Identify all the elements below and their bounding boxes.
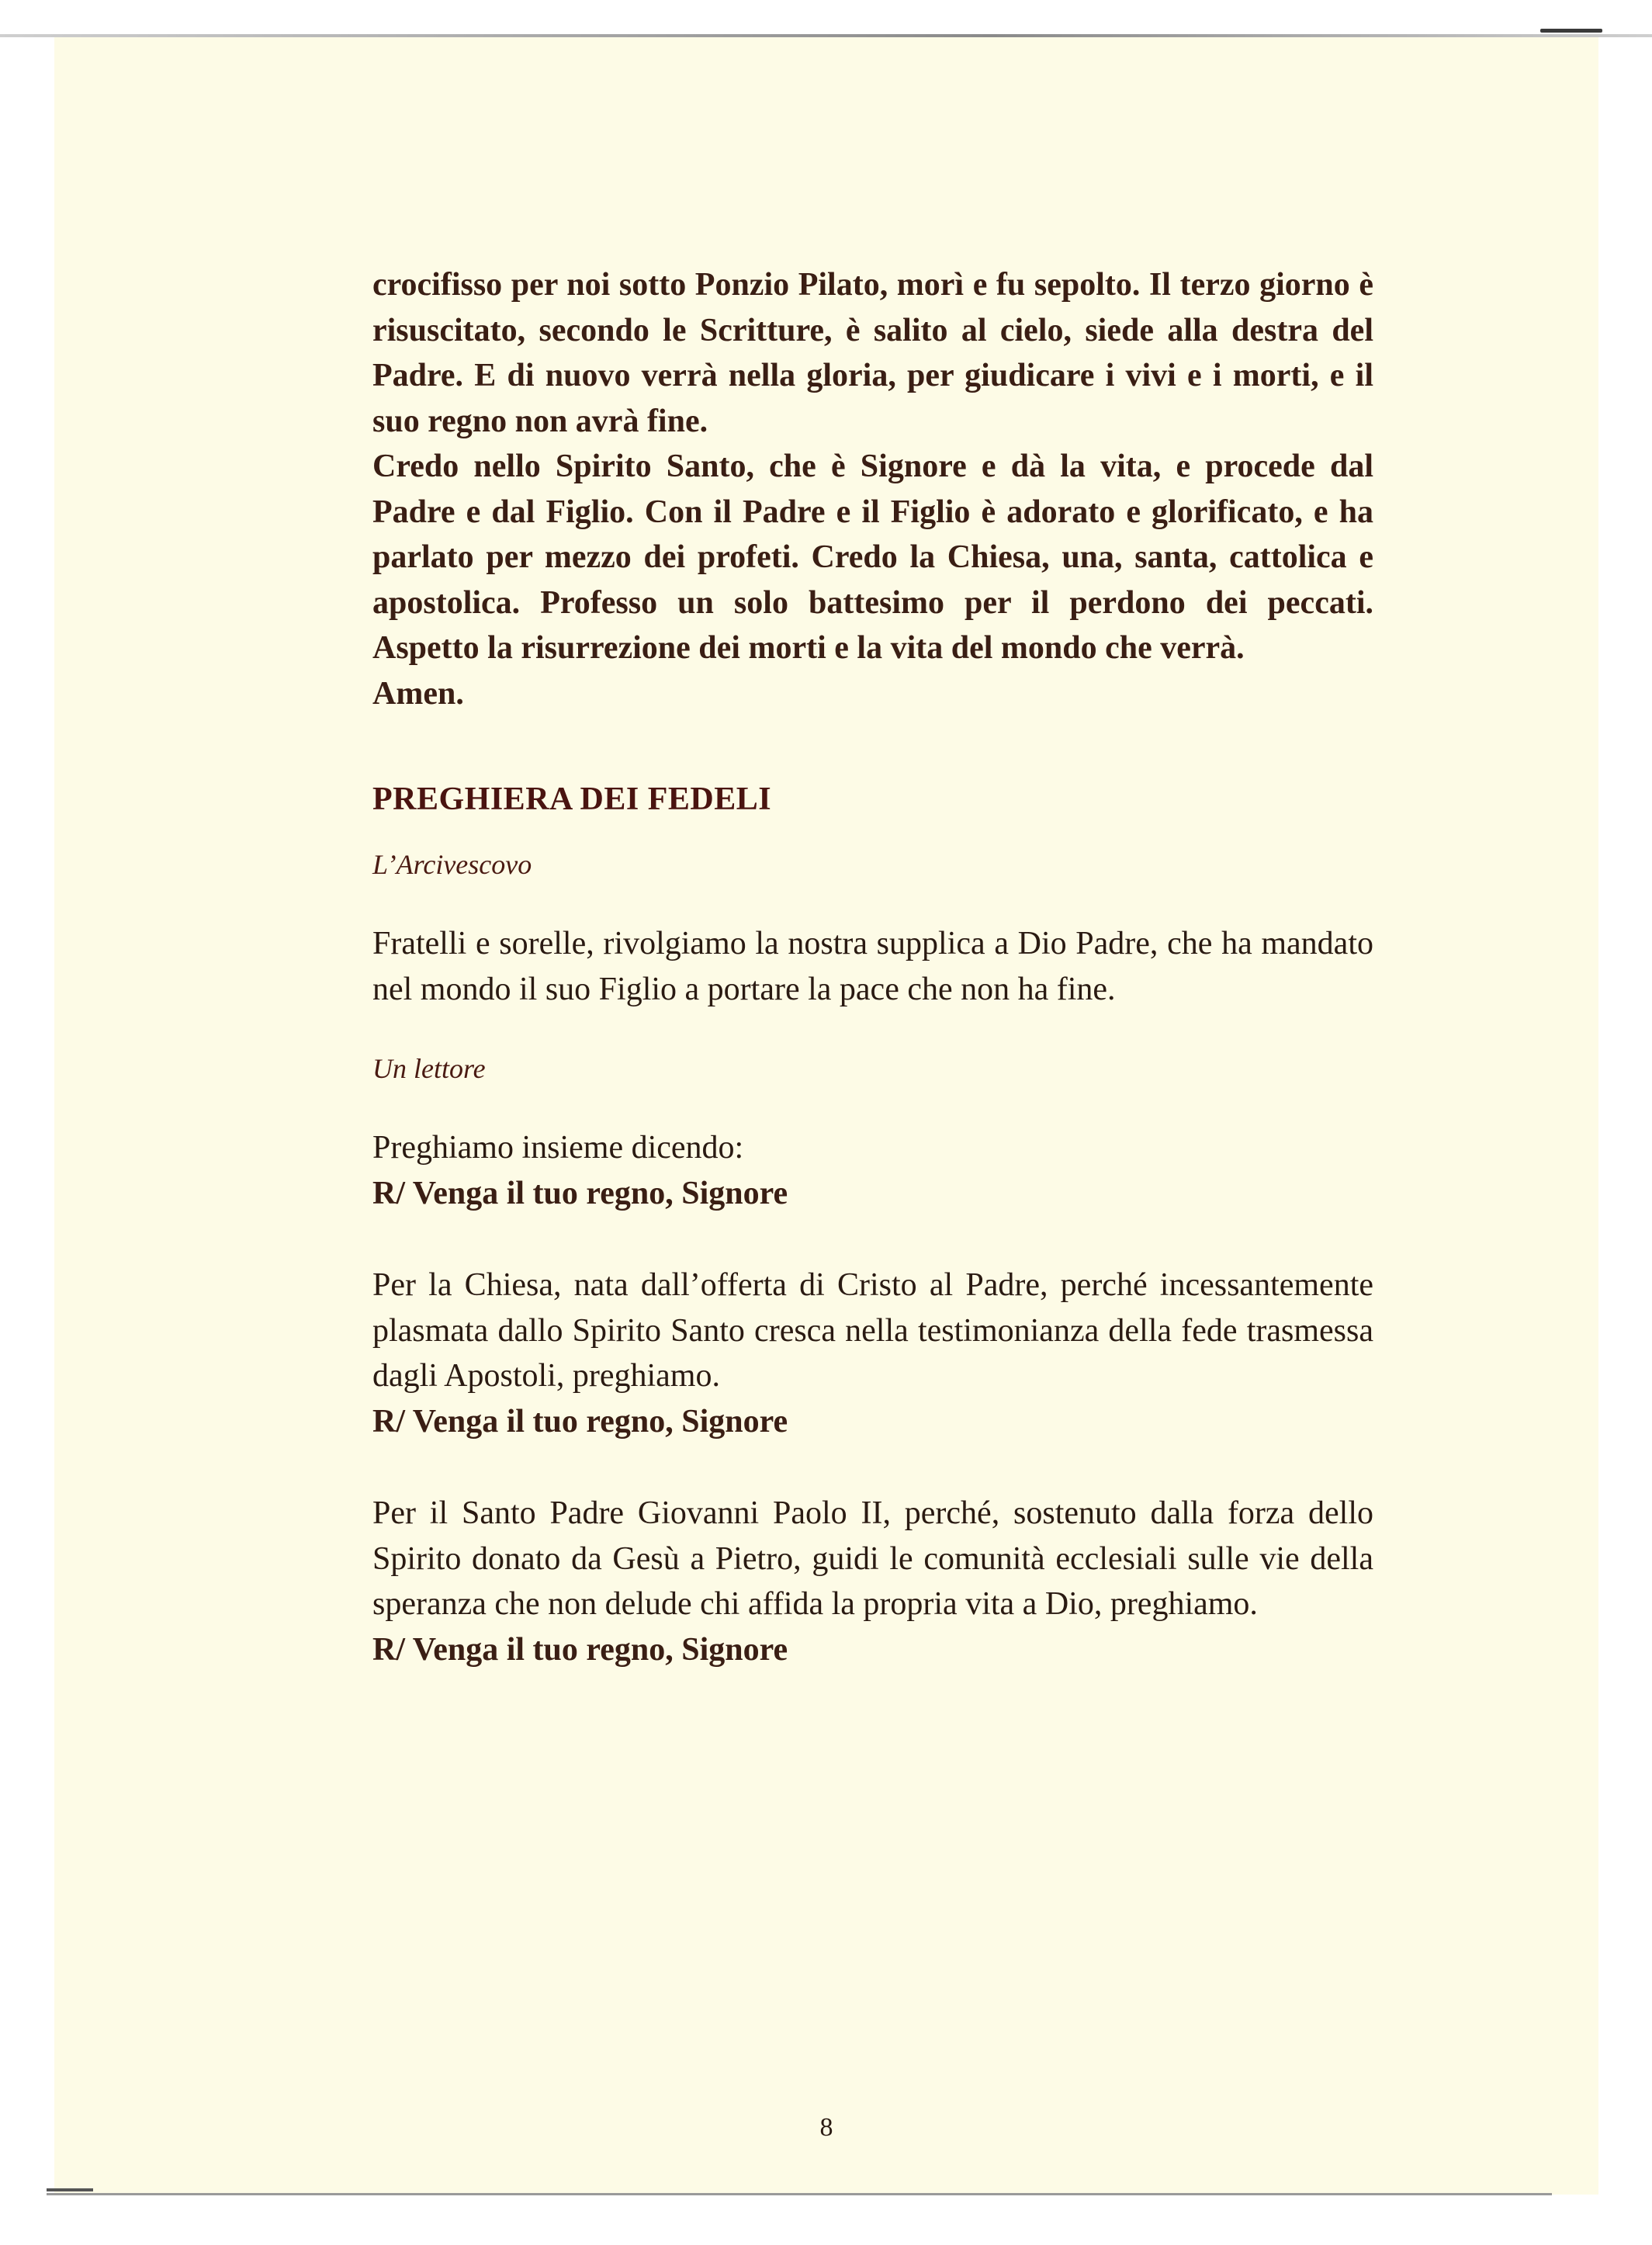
creed-paragraph-1: crocifisso per noi sotto Ponzio Pilato, morì e fu sepolto. Il terzo giorno è risuscitato, secondo le Scritture, è salito al cielo, siede alla destra del Padre. E di nuovo verrà nella gloria, per giudicare i vivi e i morti, e il suo regno non avrà fine. xyxy=(372,267,1373,439)
creed-amen: Amen. xyxy=(372,675,464,712)
page-content xyxy=(372,262,1373,1672)
invitation-text: Preghiamo insieme dicendo: xyxy=(372,1130,744,1166)
intro-prayer: Fratelli e sorelle, rivolgiamo la nostra supplica a Dio Padre, che ha mandato nel mondo il suo Figlio a portare la pace che non ha fine. xyxy=(372,926,1373,1007)
speaker-archbishop: L’Arcivescovo xyxy=(372,849,532,880)
section-heading: PREGHIERA DEI FEDELI xyxy=(372,781,772,817)
intercession-pope: Per il Santo Padre Giovanni Paolo II, perché, sostenuto dalla forza dello Spirito donato da Gesù a Pietro, guidi le comunità ecclesiali sulle vie della speranza che non delude chi affida la propria vita a Dio, preghiamo. xyxy=(372,1495,1373,1622)
page-number: 8 xyxy=(819,2113,833,2142)
scan-mark xyxy=(1540,29,1602,33)
scan-mark xyxy=(47,2188,93,2191)
response-line: R/ Venga il tuo regno, Signore xyxy=(372,1631,788,1668)
creed-paragraph-2: Credo nello Spirito Santo, che è Signore e dà la vita, e procede dal Padre e dal Figlio. Con il Padre e il Figlio è adorato e glorificato, e ha parlato per mezzo dei profeti. Credo la Chiesa, una, santa, cattolica e apostolica. Professo un solo battesimo per il perdono dei peccati. Aspetto la risurrezione dei morti e la vita del mondo che verrà. xyxy=(372,449,1373,666)
response-line: R/ Venga il tuo regno, Signore xyxy=(372,1403,788,1440)
document-page xyxy=(54,37,1598,2195)
response-line: R/ Venga il tuo regno, Signore xyxy=(372,1175,788,1211)
intercession-church: Per la Chiesa, nata dall’offerta di Cristo al Padre, perché incessantemente plasmata dallo Spirito Santo cresca nella testimonianza della fede trasmessa dagli Apostoli, preghiamo. xyxy=(372,1267,1373,1394)
speaker-reader: Un lettore xyxy=(372,1053,486,1084)
scan-edge-bottom xyxy=(47,2193,1552,2195)
